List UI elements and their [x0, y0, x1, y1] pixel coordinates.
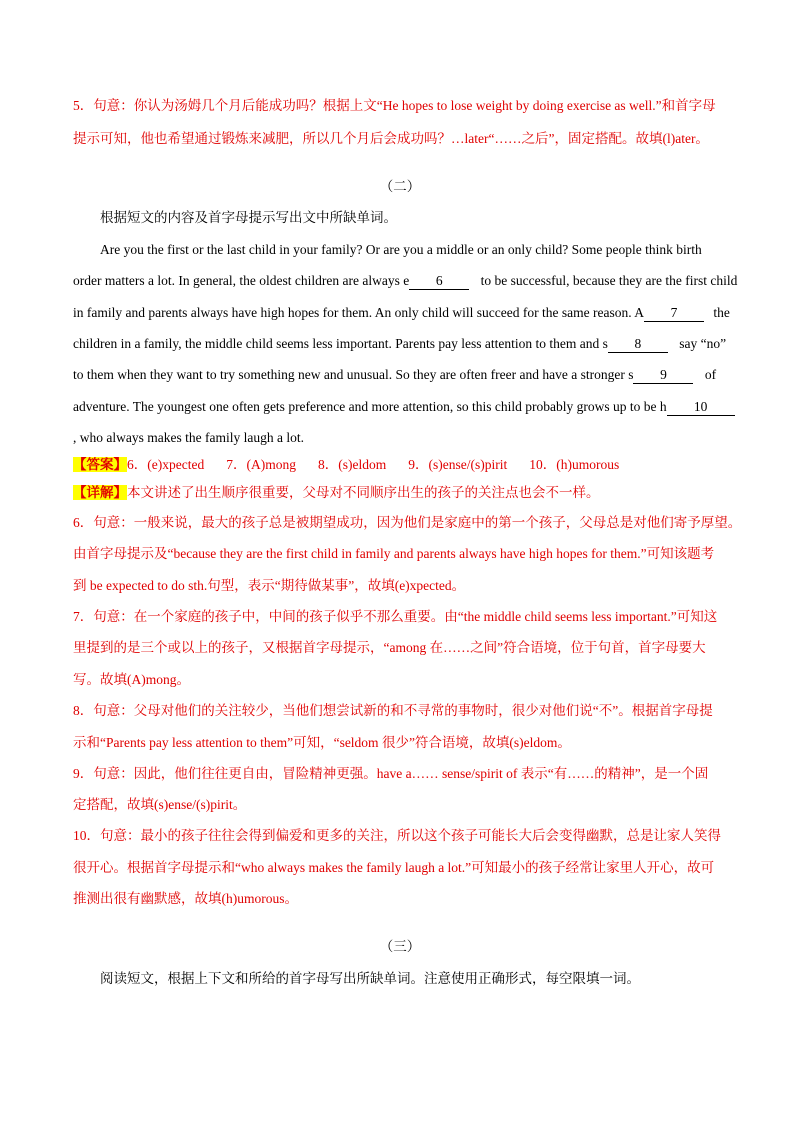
answer-tag: 【答案】 [73, 457, 127, 472]
explanation-line: 推测出很有幽默感，故填(h)umorous。 [73, 891, 298, 906]
explanation-line: 到 be expected to do sth.句型，表示“期待做某事”，故填(e)xpected。 [73, 578, 466, 593]
answer-7: 7．(A)mong [226, 457, 296, 472]
passage-text: say “no” [679, 336, 727, 351]
passage-line-2 [73, 272, 737, 290]
blank-10[interactable]: 10 [667, 399, 735, 416]
answer-8: 8．(s)eldom [317, 457, 387, 472]
answer-9: 9．(s)ense/(s)pirit [408, 457, 508, 472]
passage-text: order matters a lot. In general, the oldest children are always e [73, 273, 410, 288]
passage-line-5 [73, 366, 716, 384]
passage-line-1: Are you the first or the last child in your family? Or are you a middle or an only child? Some people think birth [100, 242, 702, 257]
answer-6: 6．(e)xpected [127, 457, 205, 472]
detail-intro: 本文讲述了出生顺序很重要，父母对不同顺序出生的孩子的关注点也会不一样。 [127, 485, 600, 500]
blank-8[interactable]: 8 [608, 336, 668, 353]
explanation-line: 示和“Parents pay less attention to them”可知，“seldom 很少”符合语境，故填(s)eldom。 [73, 735, 571, 750]
passage-text: children in a family, the middle child seems less important. Parents pay less attention to them and s [73, 336, 608, 351]
explanation-line: 9．句意：因此，他们往往更自由，冒险精神更强。have a…… sense/spirit of 表示“有……的精神”，是一个固 [73, 766, 709, 781]
explanation-line: 写。故填(A)mong。 [73, 672, 190, 687]
section-2-instruction: 根据短文的内容及首字母提示写出文中所缺单词。 [100, 210, 397, 225]
passage-text: of [704, 367, 717, 382]
passage-line-3 [73, 304, 730, 322]
section-2-title: （二） [379, 179, 421, 194]
explanation-line: 定搭配，故填(s)ense/(s)pirit。 [73, 797, 247, 812]
answer-line [73, 456, 619, 474]
passage-line-7: , who always makes the family laugh a lot. [73, 430, 304, 445]
explanation-line: 10．句意：最小的孩子往往会得到偏爱和更多的关注，所以这个孩子可能长大后会变得幽默，总是让家人笑得 [73, 828, 721, 843]
q5-line-1: 5．句意：你认为汤姆几个月后能成功吗？根据上文“He hopes to lose weight by doing exercise as well.”和首字母 [73, 98, 716, 113]
answer-10: 10．(h)umorous [529, 457, 620, 472]
passage-text: the [713, 305, 730, 320]
blank-6[interactable]: 6 [409, 273, 469, 290]
explanation-line: 由首字母提示及“because they are the first child in family and parents always have high hopes for them.”可知该题考 [73, 546, 715, 561]
explanation-line: 很开心。根据首字母提示和“who always makes the family laugh a lot.”可知最小的孩子经常让家里人开心，故可 [73, 860, 715, 875]
passage-text: to be successful, because they are the first child [480, 273, 738, 288]
q5-line-2: 提示可知，他也希望通过锻炼来减肥，所以几个月后会成功吗？…later“……之后”，固定搭配。故填(l)ater。 [73, 131, 709, 146]
section-3-title: （三） [379, 939, 421, 954]
detail-line [73, 484, 600, 502]
explanation-line: 里提到的是三个或以上的孩子，又根据首字母提示，“among 在……之间”符合语境，位于句首，首字母要大 [73, 640, 706, 655]
passage-line-4 [73, 335, 726, 353]
passage-line-6 [73, 398, 735, 416]
blank-7[interactable]: 7 [644, 305, 704, 322]
explanation-line: 8．句意：父母对他们的关注较少，当他们想尝试新的和不寻常的事物时，很少对他们说“不”。根据首字母提 [73, 703, 713, 718]
detail-tag: 【详解】 [73, 485, 127, 500]
passage-text: adventure. The youngest one often gets preference and more attention, so this child probably grows up to be h [73, 399, 667, 414]
passage-text: in family and parents always have high hopes for them. An only child will succeed for the same reason. A [73, 305, 644, 320]
blank-9[interactable]: 9 [633, 367, 693, 384]
passage-text: to them when they want to try something new and unusual. So they are often freer and have a stronger s [73, 367, 634, 382]
explanation-line: 7．句意：在一个家庭的孩子中，中间的孩子似乎不那么重要。由“the middle child seems less important.”可知这 [73, 609, 718, 624]
explanation-line: 6．句意：一般来说，最大的孩子总是被期望成功，因为他们是家庭中的第一个孩子，父母总是对他们寄予厚望。 [73, 515, 742, 530]
section-3-instruction: 阅读短文，根据上下文和所给的首字母写出所缺单词。注意使用正确形式，每空限填一词。 [100, 971, 640, 986]
